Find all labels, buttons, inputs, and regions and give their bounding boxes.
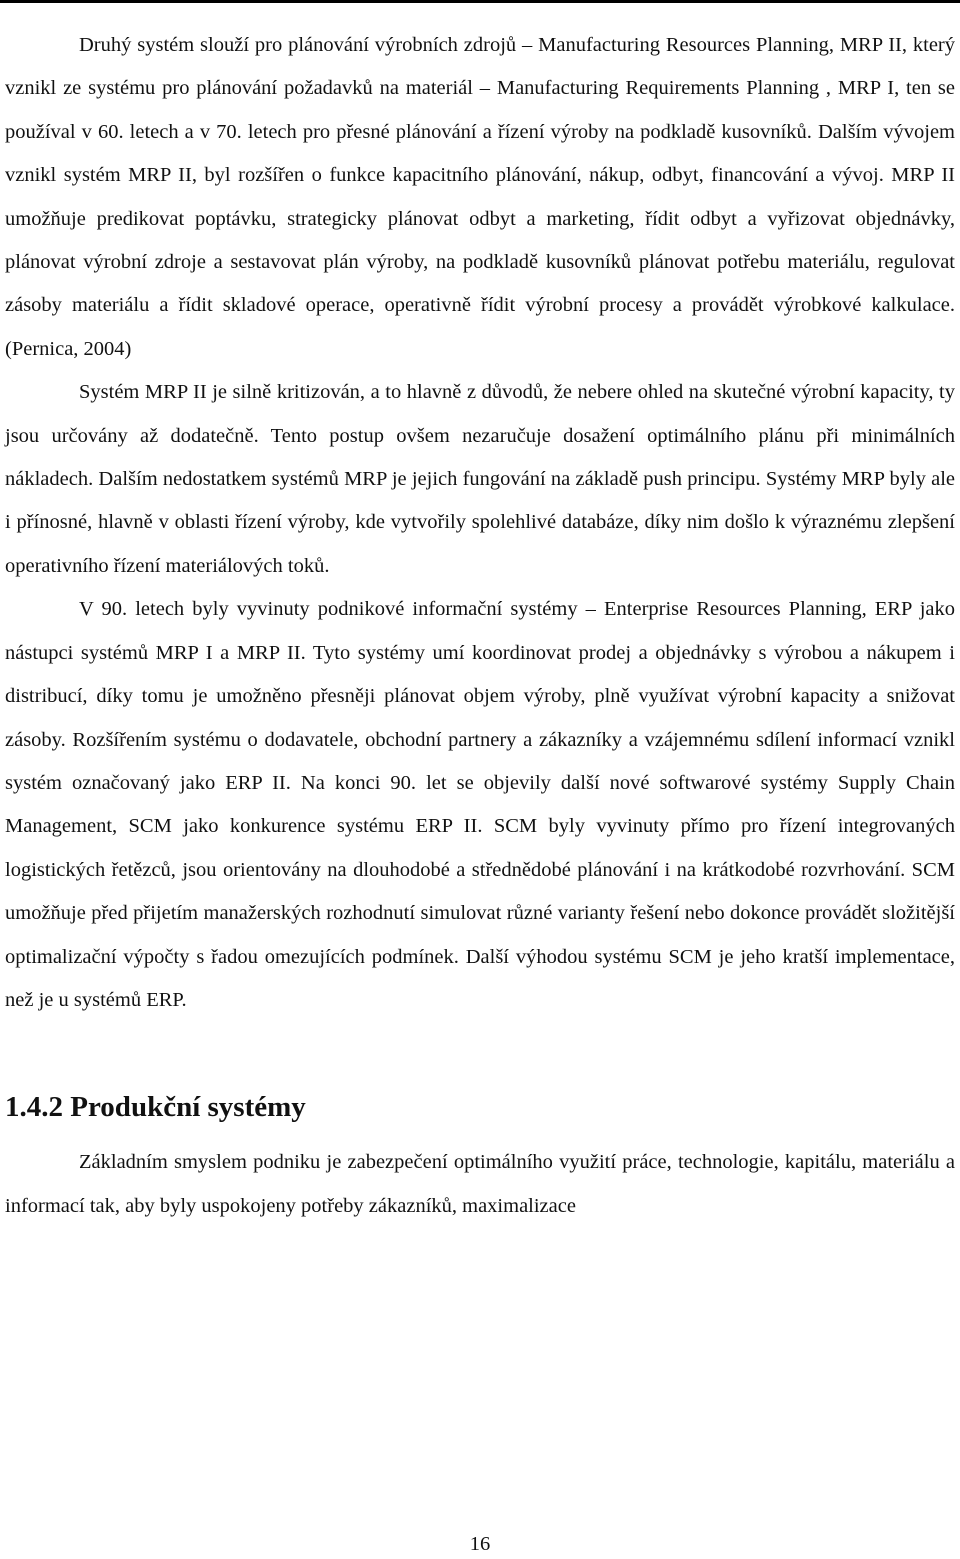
paragraph-mrp-ii: Druhý systém slouží pro plánování výrobních zdrojů – Manufacturing Resources Planning, MRP II, který vznikl ze systému pro plánování požadavků na materiál – Manufacturing Requirements Planning , MRP I, ten se používal v 60. letech a v 70. letech pro přesné plánování a řízení výroby na podkladě kusovníků. Dalším vývojem vznikl systém MRP II, byl rozšířen o funkce kapacitního plánování, nákup, odbyt, financování a vývoj. MRP II umožňuje predikovat poptávku, strategicky plánovat odbyt a marketing, řídit odbyt a vyřizovat objednávky, plánovat výrobní zdroje a sestavovat plán výroby, na podkladě kusovníků plánovat potřebu materiálu, regulovat zásoby materiálu a řídit skladové operace, operativně řídit výrobní procesy a provádět výrobkové kalkulace. (Pernica, 2004) <box>5 34 955 360</box>
document-body <box>5 24 955 1228</box>
section-number: 1.4.2 <box>5 1091 63 1124</box>
top-border-rule <box>0 0 960 3</box>
section-heading <box>5 1085 955 1141</box>
paragraph-erp-scm: V 90. letech byly vyvinuty podnikové informační systémy – Enterprise Resources Planning, ERP jako nástupci systémů MRP I a MRP II. Tyto systémy umí koordinovat prodej a objednávky s výrobou a nákupem i distribucí, díky tomu je umožněno přesněji plánovat objem výroby, plně využívat výrobní kapacity a snižovat zásoby. Rozšířením systému o dodavatele, obchodní partnery a zákazníky a vzájemnému sdílení informací vznikl systém označovaný jako ERP II. Na konci 90. let se objevily další nové softwarové systémy Supply Chain Management, SCM jako konkurence systému ERP II. SCM byly vyvinuty přímo pro řízení integrovaných logistických řetězců, jsou orientovány na dlouhodobé a střednědobé plánování i na krátkodobé rozvrhování. SCM umožňuje před přijetím manažerských rozhodnutí simulovat různé varianty řešení nebo dokonce provádět složitější optimalizační výpočty s řadou omezujících podmínek. Další výhodou systému SCM je jeho kratší implementace, než je u systémů ERP. <box>5 598 955 1011</box>
paragraph-production-systems: Základním smyslem podniku je zabezpečení optimálního využití práce, technologie, kapitálu, materiálu a informací tak, aby byly uspokojeny potřeby zákazníků, maximalizace <box>5 1151 955 1217</box>
section-title: Produkční systémy <box>70 1091 306 1124</box>
paragraph-mrp-criticism: Systém MRP II je silně kritizován, a to hlavně z důvodů, že nebere ohled na skutečné výrobní kapacity, ty jsou určovány až dodatečně. Tento postup ovšem nezaručuje dosažení optimálního plánu při minimálních nákladech. Dalším nedostatkem systémů MRP je jejich fungování na základě push principu. Systémy MRP byly ale i přínosné, hlavně v oblasti řízení výroby, kde vytvořily spolehlivé databáze, díky nim došlo k výraznému zlepšení operativního řízení materiálových toků. <box>5 381 955 577</box>
page-number: 16 <box>469 1533 491 1555</box>
spacer <box>5 1022 955 1085</box>
